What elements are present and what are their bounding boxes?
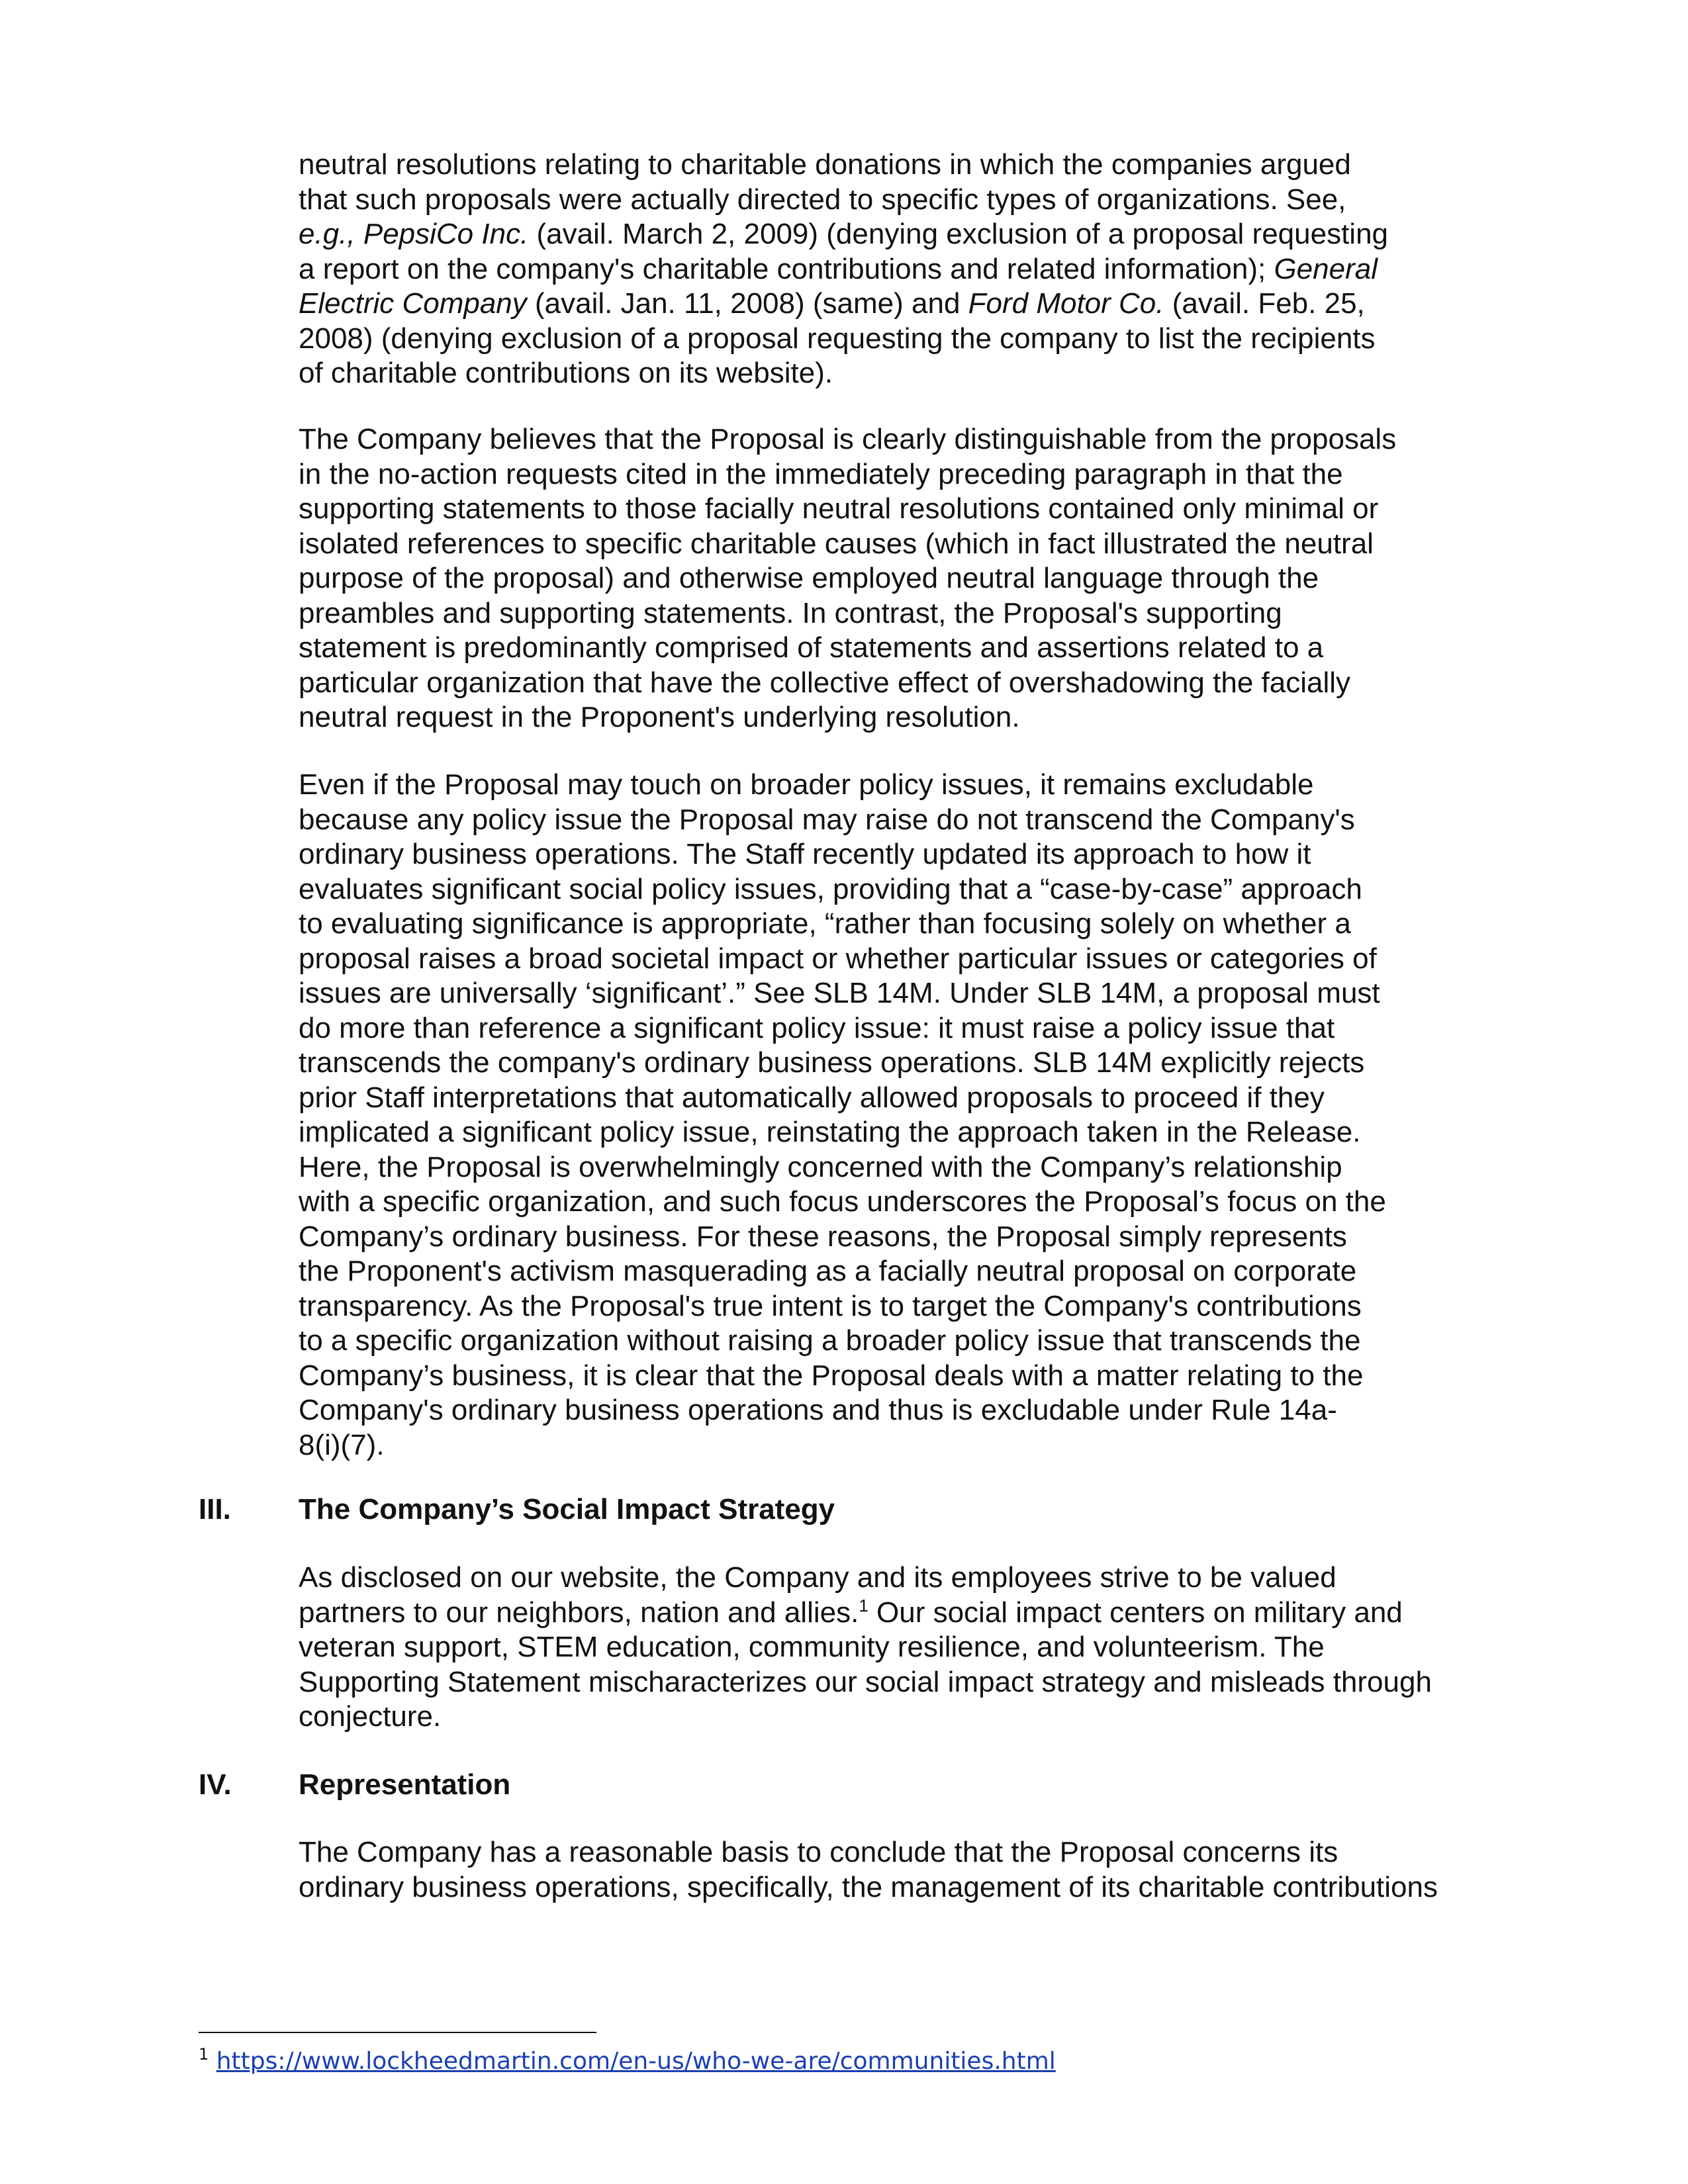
text-line: that such proposals were actually directed to specific types of organizations. See, [299, 183, 1346, 216]
text-line: Supporting Statement mischaracterizes our social impact strategy and misleads through [299, 1665, 1432, 1698]
text-line: Here, the Proposal is overwhelmingly concerned with the Company’s relationship [299, 1150, 1342, 1183]
text-line: statement is predominantly comprised of statements and assertions related to a [299, 631, 1324, 664]
case-citation-ford: Ford Motor Co. [968, 287, 1164, 320]
text-line: ordinary business operations, specifically, the management of its charitable contributions [299, 1870, 1438, 1903]
paragraph-social-impact [299, 1561, 1493, 1735]
footnote [199, 2046, 1056, 2077]
section-number: III. [199, 1493, 231, 1525]
text-line: preambles and supporting statements. In contrast, the Proposal's supporting [299, 596, 1282, 629]
text-line: proposal raises a broad societal impact or whether particular issues or categories of [299, 942, 1377, 975]
text-line: The Company believes that the Proposal is clearly distinguishable from the proposals [299, 423, 1397, 455]
text-line: isolated references to specific charitable causes (which in fact illustrated the neutral [299, 527, 1374, 560]
text-line: evaluates significant social policy issues, providing that a “case-by-case” approach [299, 872, 1362, 905]
paragraph-representation [299, 1835, 1493, 1905]
text-line: with a specific organization, and such focus underscores the Proposal’s focus on the [299, 1185, 1386, 1218]
text-line: neutral resolutions relating to charitable donations in which the companies argued [299, 148, 1351, 181]
text-line: e.g., PepsiCo Inc. (avail. March 2, 2009) (denying exclusion of a proposal requesting [299, 218, 1389, 250]
footnote-link[interactable]: https://www.lockheedmartin.com/en-us/who-we-are/communities.html [216, 2048, 1056, 2075]
paragraph-precedents [299, 148, 1493, 391]
text-line: supporting statements to those facially neutral resolutions contained only minimal or [299, 492, 1379, 525]
text-line: because any policy issue the Proposal may raise do not transcend the Company's [299, 803, 1355, 836]
section-heading-representation [199, 1768, 510, 1802]
text-line: in the no-action requests cited in the immediately preceding paragraph in that the [299, 457, 1343, 490]
paragraph-policy-issues [299, 768, 1493, 1463]
text-line: Company's ordinary business operations and thus is excludable under Rule 14a- [299, 1394, 1337, 1426]
footnote-reference[interactable]: 1 [859, 1595, 868, 1615]
text-line: particular organization that have the collective effect of overshadowing the facially [299, 666, 1351, 699]
text-line: Company’s business, it is clear that the Proposal deals with a matter relating to the [299, 1359, 1364, 1392]
text-line: to a specific organization without raising a broader policy issue that transcends the [299, 1324, 1361, 1357]
text-line: neutral request in the Proponent's underlying resolution. [299, 701, 1020, 733]
text-line: As disclosed on our website, the Company and its employees strive to be valued [299, 1561, 1336, 1594]
case-citation-ge: Electric Company [299, 287, 527, 320]
text-line: 8(i)(7). [299, 1428, 385, 1461]
text-line: do more than reference a significant policy issue: it must raise a policy issue that [299, 1011, 1335, 1044]
text-line: the Proponent's activism masquerading as a facially neutral proposal on corporate [299, 1255, 1357, 1287]
text-line: issues are universally ‘significant’.” See SLB 14M. Under SLB 14M, a proposal must [299, 977, 1380, 1009]
text-line: Even if the Proposal may touch on broader policy issues, it remains excludable [299, 768, 1314, 801]
case-citation-ge: General [1274, 252, 1378, 285]
footnote-marker: 1 [199, 2045, 209, 2064]
section-heading-social-impact [199, 1492, 835, 1527]
text-line: Company’s ordinary business. For these reasons, the Proposal simply represents [299, 1220, 1347, 1253]
text-line: prior Staff interpretations that automatically allowed proposals to proceed if they [299, 1081, 1325, 1114]
text-line: partners to our neighbors, nation and allies.$^1$ Our social impact centers on military and [299, 1595, 1403, 1629]
footnote-separator [199, 2032, 596, 2033]
text-line: of charitable contributions on its website). [299, 357, 833, 389]
paragraph-distinguishable [299, 422, 1493, 735]
text-line: 2008) (denying exclusion of a proposal requesting the company to list the recipients [299, 322, 1376, 355]
text-line: conjecture. [299, 1700, 442, 1733]
section-number: IV. [199, 1768, 232, 1801]
text-line: implicated a significant policy issue, reinstating the approach taken in the Release. [299, 1116, 1361, 1148]
text-line: veteran support, STEM education, community resilience, and volunteerism. The [299, 1631, 1325, 1663]
section-title: The Company’s Social Impact Strategy [299, 1493, 835, 1525]
section-title: Representation [299, 1768, 511, 1801]
text-line: Electric Company (avail. Jan. 11, 2008) (same) and Ford Motor Co. (avail. Feb. 25, [299, 287, 1365, 320]
text-line: transcends the company's ordinary business operations. SLB 14M explicitly rejects [299, 1046, 1365, 1079]
text-line: purpose of the proposal) and otherwise employed neutral language through the [299, 562, 1319, 594]
text-line: ordinary business operations. The Staff recently updated its approach to how it [299, 838, 1311, 870]
text-line: a report on the company's charitable contributions and related information); General [299, 252, 1378, 285]
text-line: to evaluating significance is appropriate, “rather than focusing solely on whether a [299, 907, 1351, 940]
case-citation-pepsico: e.g., PepsiCo Inc. [299, 218, 529, 250]
text-line: transparency. As the Proposal's true intent is to target the Company's contributions [299, 1289, 1362, 1322]
text-line: The Company has a reasonable basis to conclude that the Proposal concerns its [299, 1836, 1338, 1868]
